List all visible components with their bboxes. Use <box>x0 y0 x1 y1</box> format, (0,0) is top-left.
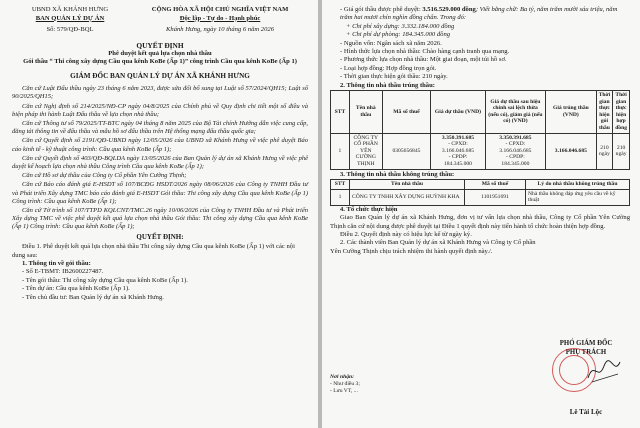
signer-name: Lê Tài Lộc <box>569 408 603 416</box>
winner-table <box>330 90 630 170</box>
decision-subtitle-2: Gói thầu “ Thi công xây dựng Cầu qua kênh KoBe (Ấp 1)” công trình Cầu qua kênh KoBe (Ấp 1) <box>23 57 297 65</box>
package-price <box>330 6 630 23</box>
loser-table <box>330 179 630 206</box>
adj-cpdp-label: - CPDP: <box>505 154 525 161</box>
col-reason: Lý do nhà thầu không trúng thầu <box>526 180 630 190</box>
section-4-text: Giao Ban Quản lý dự án xã Khánh Hưng, đơn vị tư vấn lựa chọn nhà thầu, Công ty Cổ phần Yên Cường Thịnh căn cứ nội dung được phê duyệt tại Điều 1 quyết định này tiến hành tổ chức hoàn thiện hợp đồng. <box>330 214 630 230</box>
winner-tax: 0305656845 <box>382 133 431 169</box>
legal-basis: Căn cứ Quyết định số 2191/QĐ-UBND ngày 12/05/2026 của UBND xã Khánh Hưng về việc phê duyệt Báo cáo kinh tế - kỹ thuật công trình: Cầu qua kênh KoBe (Ấp 1); <box>12 137 308 153</box>
winner-bid <box>431 133 486 169</box>
issuer-block <box>12 6 128 35</box>
construction-cost-label: + Chi phí xây dựng: <box>346 22 400 30</box>
recipients-title: Nơi nhận: <box>330 374 354 380</box>
col-package-time: Thời gian thực hiện gói thầu <box>596 91 613 134</box>
legal-basis: Căn cứ Tờ trình số 107/TTPD KQLCNT/TMC.26 ngày 10/06/2026 của Công ty TNHH Đầu tư và Phát triển Xây dựng TMC về việc phê duyệt kết quả lựa chọn nhà thầu Gói thầu: Thi công xây dựng Cầu qua kênh KoBe (Ấp 1) Công trình: Cầu qua kênh KoBe (Ấp 1); <box>12 206 308 231</box>
legal-bases <box>12 85 308 231</box>
nation-line-1: CỘNG HÒA XÃ HỘI CHỦ NGHĨA VIỆT NAM <box>151 6 289 13</box>
col-stt: STT <box>331 180 350 190</box>
winner-adjusted <box>485 133 545 169</box>
col-award: Giá trúng thầu (VND) <box>546 91 597 134</box>
national-motto <box>132 6 308 35</box>
package-item: - Nguồn vốn: Ngân sách xã năm 2026. <box>340 39 442 47</box>
package-info-item: - Tên dự án: Cầu qua kênh KoBe (Ấp 1). <box>22 285 130 293</box>
issuer-line-2: BAN QUẢN LÝ DỰ ÁN <box>35 14 105 22</box>
legal-basis: Căn cứ Luật Đấu thầu ngày 23 tháng 6 năm 2023, được sửa đổi bổ sung tại Luật số 57/2024/QH15; Luật số 90/2025/QH15; <box>12 85 308 101</box>
package-info-item: - Tên gói thầu: Thi công xây dựng Cầu qua kênh KoBe (Ấp 1). <box>22 276 188 284</box>
col-name: Tên nhà thầu <box>349 91 382 134</box>
document-number: Số: 579/QĐ-BQL <box>46 26 94 33</box>
table-header-row <box>331 180 630 190</box>
loser-tax: 1101951691 <box>465 189 526 205</box>
recipients-block <box>330 374 360 395</box>
winner-stt: 1 <box>331 133 350 169</box>
price-label: - Giá gói thầu được phê duyệt: <box>340 6 421 13</box>
article-2: Điều 2. Quyết định này có hiệu lực kể từ ngày ký. <box>340 231 472 238</box>
decision-page-2 <box>322 0 640 428</box>
nation-line-2: Độc lập - Tự do - Hạnh phúc <box>179 14 261 22</box>
construction-cost <box>330 23 630 31</box>
document-header <box>12 6 308 35</box>
package-item: - Hình thức lựa chọn nhà thầu: Chào hàng cạnh tranh qua mạng. <box>340 48 510 56</box>
price-words: ; Viết bằng chữ: Ba tỷ, năm trăm mười sáu triệu, năm trăm hai mươi chín nghìn đồng chẵn. Trong đó: <box>340 6 618 22</box>
col-bid: Giá dự thầu (VND) <box>431 91 486 134</box>
legal-basis: Căn cứ Hồ sơ dự thầu của Công ty Cổ phần Yên Cường Thịnh; <box>22 172 187 180</box>
sign-title-1: PHÓ GIÁM ĐỐC <box>559 340 613 347</box>
loser-heading: 3. Thông tin nhà thầu không trúng thầu: <box>340 170 455 178</box>
decision-page-1 <box>0 0 318 428</box>
issuer-line-1: UBND XÃ KHÁNH HƯNG <box>31 6 109 13</box>
construction-cost-value: 3.332.184.000 đồng <box>401 22 455 30</box>
bid-total: 3.350.391.685 <box>441 134 475 141</box>
package-item: - Phương thức lựa chọn nhà thầu: Một giai đoạn, một túi hồ sơ. <box>340 56 507 64</box>
col-name: Tên nhà thầu <box>350 180 465 190</box>
adj-cpdp: 184.345.000 <box>501 161 530 167</box>
article-1: Điều 1. Phê duyệt kết quả lựa chọn nhà thầu Thi công xây dựng Cầu qua kênh KoBe (Ấp 1) với các nội dung sau: <box>12 243 295 259</box>
bid-cpxd-label: - CPXD: <box>448 141 468 148</box>
director-heading: GIÁM ĐỐC BAN QUẢN LÝ DỰ ÁN XÃ KHÁNH HƯNG <box>70 72 250 81</box>
legal-basis: Căn cứ Quyết định số 403/QĐ-BQLDA ngày 13/05/2026 của Ban Quản lý dự án xã Khánh Hưng về việc phê duyệt kế hoạch lựa chọn nhà thầu Công trình Cầu qua kênh KoBe (Ấp 1); <box>12 154 308 170</box>
legal-basis: Căn cứ Nghị định số 214/2025/NĐ-CP ngày 04/8/2025 của Chính phủ về Quy định chi tiết một số điều và biện pháp thi hành Luật Đấu thầu về lựa chọn nhà thầu; <box>12 102 308 118</box>
place-date: Khánh Hưng, ngày 10 tháng 6 năm 2026 <box>166 26 274 33</box>
recipient-item: - Lưu VT, ... <box>330 388 358 394</box>
col-tax: Mã số thuế <box>465 180 526 190</box>
bid-cpdp-label: - CPDP: <box>448 154 468 161</box>
table-row <box>331 189 630 205</box>
package-item: - Loại hợp đồng: Hợp đồng trọn gói. <box>340 64 437 72</box>
signature-scribble <box>584 352 624 388</box>
col-contract-time: Thời gian thực hiện hợp đồng <box>613 91 630 134</box>
winner-award: 3.166.046.685 <box>546 133 597 169</box>
decision-title: QUYẾT ĐỊNH <box>136 40 184 50</box>
package-info-heading: 1. Thông tin về gói thầu: <box>22 260 91 268</box>
col-tax: Mã số thuế <box>382 91 431 134</box>
sign-title-2: PHỤ TRÁCH <box>565 348 607 356</box>
col-stt: STT <box>331 91 350 134</box>
winner-heading: 2. Thông tin nhà thầu trúng thầu: <box>340 81 435 89</box>
package-info-item: - Tên chủ đầu tư: Ban Quản lý dự án xã Khánh Hưng. <box>22 293 164 301</box>
section-4-heading: 4. Tổ chức thực hiện <box>340 205 398 213</box>
article-3: 2. Các thành viên Ban Quản lý dự án xã Khánh Hưng và Công ty Cổ phần Yên Cường Thịnh chịu trách nhiệm thi hành quyết định này./. <box>330 239 536 255</box>
table-row <box>331 133 630 169</box>
loser-name: CÔNG TY TNHH XÂY DỰNG HUỲNH KHA <box>350 189 465 205</box>
table-header-row <box>331 91 630 134</box>
loser-reason: Nhà thầu không đáp ứng yêu cầu về kỹ thuật <box>526 189 630 205</box>
decision-subtitle-1: Phê duyệt kết quả lựa chọn nhà thầu <box>108 49 212 57</box>
contingency-cost <box>330 31 630 39</box>
package-item: - Thời gian thực hiện gói thầu: 210 ngày. <box>340 73 448 81</box>
adj-cpxd: 3.166.046.685 <box>499 147 532 154</box>
decides-heading: QUYẾT ĐỊNH: <box>136 233 184 242</box>
contingency-cost-label: + Chi phí dự phòng: <box>346 31 401 39</box>
package-info-item: - Số E-TBMT: IB2600227487. <box>22 268 104 276</box>
bid-cpdp: 184.345.000 <box>443 161 472 167</box>
legal-basis: Căn cứ Thông tư số 79/2025/TT-BTC ngày 04 tháng 8 năm 2025 của Bộ Tài chính Hướng dẫn việc cung cấp, đăng tải thông tin về đấu thầu và mẫu hồ sơ đấu thầu trên Hệ thống mạng đấu thầu quốc gia; <box>12 120 308 136</box>
col-adjusted: Giá dự thầu sau hiệu chỉnh sai lệch thừa (nếu có), giảm giá (nếu có) (VND) <box>485 91 545 134</box>
winner-name: CÔNG TY CỔ PHẦN YÊN CƯỜNG THỊNH <box>349 133 382 169</box>
contingency-cost-value: 184.345.000 đồng <box>402 31 451 39</box>
adj-cpxd-label: - CPXD: <box>505 141 526 148</box>
legal-basis: Căn cứ Báo cáo đánh giá E-HSDT số 107/BCĐG HSDT/2026 ngày 08/06/2026 của Công ty TNHH Đầu tư và Phát triển Xây dựng TMC báo cáo đánh giá E-HSDT Gói thầu: Thi công xây dựng Cầu qua kênh KoBe (Ấp 1) Công trình: Cầu qua kênh KoBe (Ấp 1); <box>12 181 308 205</box>
loser-stt: 1 <box>331 189 350 205</box>
price-value: 3.516.529.000 đồng <box>422 6 476 13</box>
winner-package-time: 210 ngày <box>596 133 613 169</box>
adj-total: 3.350.391.685 <box>499 134 532 141</box>
winner-contract-time: 210 ngày <box>613 133 630 169</box>
recipient-item: - Như điều 3; <box>330 381 360 387</box>
bid-cpxd: 3.166.046.685 <box>441 147 475 154</box>
